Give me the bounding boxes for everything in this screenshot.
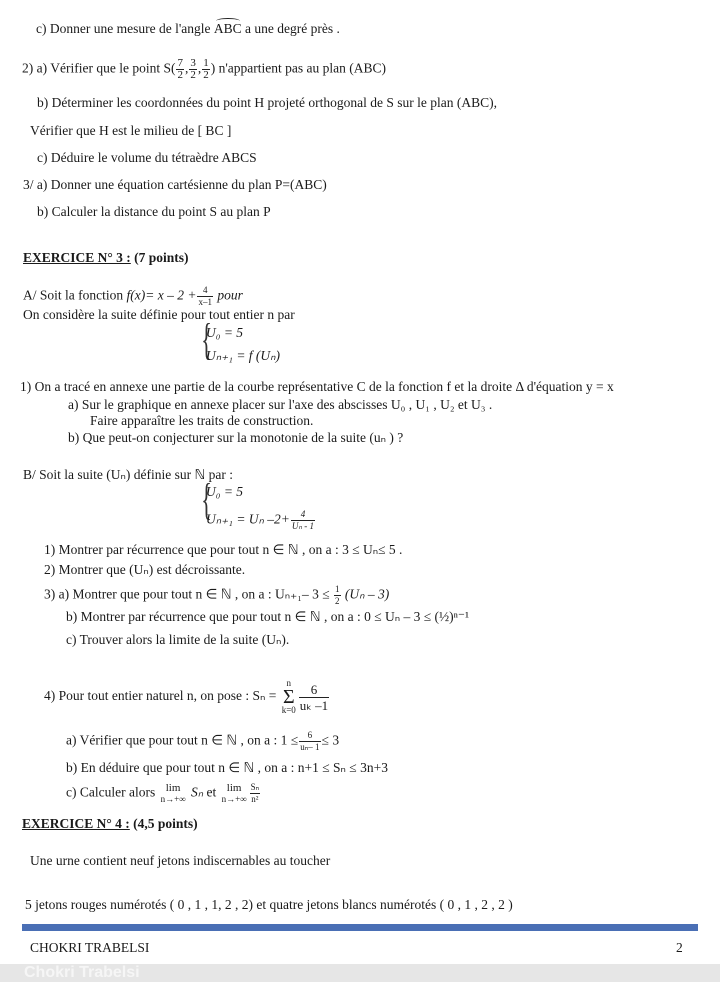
text: 4) Pour tout entier naturel n, on pose : Sₙ = — [44, 688, 280, 704]
question-B4a — [66, 730, 339, 753]
fraction — [291, 509, 315, 532]
fraction — [176, 58, 184, 81]
denominator: 2 — [203, 69, 209, 81]
question-A1a: a) Sur le graphique en annexe placer sur l'axe des abscisses U₀ , U₁ , U₂ et U₃ . — [68, 397, 493, 412]
question-B4b: b) En déduire que pour tout n ∈ ℕ , on a : n+1 ≤ Sₙ ≤ 3n+3 — [66, 760, 388, 775]
question-2b-verify: Vérifier que H est le milieu de [ BC ] — [30, 123, 232, 138]
question-B3b: b) Montrer par récurrence que pour tout n ∈ ℕ , on a : 0 ≤ Uₙ – 3 ≤ (½)ⁿ⁻¹ — [66, 609, 470, 624]
question-B2: 2) Montrer que (Uₙ) est décroissante. — [44, 562, 246, 577]
point-s: S( — [163, 60, 176, 76]
denominator: 2 — [335, 596, 340, 606]
numerator: 3 — [190, 57, 196, 69]
exercise-title: EXERCICE N° 4 : — [22, 816, 130, 831]
footer-divider — [22, 924, 698, 931]
question-A1b: b) Que peut-on conjecturer sur la monotonie de la suite (uₙ ) ? — [68, 430, 404, 445]
denominator: uₙ– 1 — [300, 742, 320, 752]
text: c) Donner une mesure de l'angle — [36, 21, 211, 36]
fraction — [250, 782, 261, 805]
exercise-3-heading — [23, 250, 189, 266]
question-B4c — [66, 782, 261, 805]
text: ) n'appartient pas au plan (ABC) — [210, 60, 386, 76]
denominator: x–1 — [198, 297, 212, 307]
part-a-intro — [23, 285, 243, 308]
exercise-4-line-1: Une urne contient neuf jetons indiscernables au toucher — [30, 853, 331, 868]
sigma: Σ — [282, 686, 295, 708]
numerator: 7 — [177, 57, 183, 69]
denominator: n² — [251, 794, 259, 804]
sum-lower: k=0 — [281, 705, 296, 715]
watermark: Chokri Trabelsi — [24, 964, 140, 981]
u0-value: U₀ = 5 — [206, 484, 244, 499]
fraction — [299, 682, 329, 713]
page-number: 2 — [676, 940, 683, 955]
exercise-title: EXERCICE N° 3 : — [23, 250, 131, 265]
function-expr: f(x)= x – 2 + — [126, 287, 197, 303]
denominator: 2 — [177, 69, 183, 81]
angle-abc: ABC — [213, 21, 242, 36]
question-2c: c) Déduire le volume du tétraèdre ABCS — [37, 150, 257, 165]
question-B1: 1) Montrer par récurrence que pour tout n ∈ ℕ , on a : 3 ≤ Uₙ≤ 5 . — [44, 542, 403, 557]
lim: lim — [226, 781, 242, 794]
text: pour — [217, 287, 243, 303]
brace-icon: { — [201, 475, 212, 524]
numerator: 6 — [299, 730, 320, 742]
text: ≤ 3 — [321, 732, 340, 748]
fraction — [197, 285, 213, 308]
question-B3a — [44, 584, 389, 607]
recurrence: Uₙ₊₁ = f (Uₙ) — [206, 348, 281, 363]
text: a une degré près . — [245, 21, 340, 36]
numerator: 1 — [203, 57, 209, 69]
numerator: 4 — [197, 285, 213, 297]
question-B4 — [44, 679, 330, 715]
part-b-intro: B/ Soit la suite (Uₙ) définie sur ℕ par : — [23, 467, 234, 482]
limit — [221, 783, 248, 805]
text: 2) a) Vérifier que le point — [22, 60, 161, 76]
numerator: 1 — [335, 584, 340, 594]
exercise-points: (7 points) — [134, 250, 189, 265]
recurrence — [206, 509, 316, 532]
text: (Uₙ – 3) — [344, 586, 390, 602]
exercise-points: (4,5 points) — [133, 816, 198, 831]
fraction — [299, 730, 320, 753]
question-1c — [36, 21, 340, 37]
text: et — [206, 784, 217, 800]
question-2a: 2) a) Vérifier que le point S( $\frac{7}{2}$ , $\frac{3}{2}$ , $\frac{1}{2}$ ) n'appartient pas au plan (ABC) — [22, 57, 386, 81]
numerator: 6 — [299, 682, 329, 698]
exercise-4-line-2: 5 jetons rouges numérotés ( 0 , 1 , 1, 2 , 2) et quatre jetons blancs numérotés ( 0 , 1 , 2 , 2 ) — [25, 897, 513, 912]
question-A1a-note: Faire apparaître les traits de construction. — [90, 413, 314, 428]
text: c) Calculer alors — [66, 784, 156, 800]
text: A/ Soit la fonction — [23, 287, 124, 303]
question-3b: b) Calculer la distance du point S au plan P — [37, 204, 271, 219]
question-A1: 1) On a tracé en annexe une partie de la courbe représentative C de la fonction f et la droite Δ d'équation y = x — [20, 379, 614, 394]
question-2b: b) Déterminer les coordonnées du point H projeté orthogonal de S sur le plan (ABC), — [37, 95, 498, 110]
limit — [160, 783, 187, 805]
u0-value: U₀ = 5 — [206, 325, 244, 340]
numerator: 4 — [291, 509, 315, 521]
text: Uₙ₊₁ = Uₙ –2+ — [206, 511, 290, 527]
fraction — [189, 58, 197, 81]
text: a) Vérifier que pour tout n ∈ ℕ , on a : 1 ≤ — [66, 732, 299, 748]
fraction — [202, 58, 210, 81]
denominator: uₖ –1 — [299, 697, 329, 713]
lim-sub: n→+∞ — [160, 793, 186, 804]
denominator: 2 — [190, 69, 196, 81]
text: Sₙ — [190, 784, 204, 800]
denominator: Uₙ - 1 — [291, 521, 315, 531]
lim-sub: n→+∞ — [221, 793, 247, 804]
exercise-4-heading — [22, 816, 198, 832]
suite-definition: On considère la suite définie pour tout entier n par — [23, 307, 295, 322]
brace-icon: { — [201, 315, 212, 364]
text: 3) a) Montrer que pour tout n ∈ ℕ , on a : Uₙ₊₁– 3 ≤ — [44, 586, 330, 602]
sum-upper: n — [286, 678, 291, 688]
lim: lim — [165, 781, 181, 794]
footer-author: CHOKRI TRABELSI — [30, 940, 150, 955]
question-B3c: c) Trouver alors la limite de la suite (Uₙ). — [66, 632, 290, 647]
numerator: Sₙ — [250, 782, 260, 792]
question-3a: 3/ a) Donner une équation cartésienne du plan P=(ABC) — [23, 177, 327, 192]
sum-symbol — [281, 679, 297, 715]
fraction — [334, 584, 341, 607]
